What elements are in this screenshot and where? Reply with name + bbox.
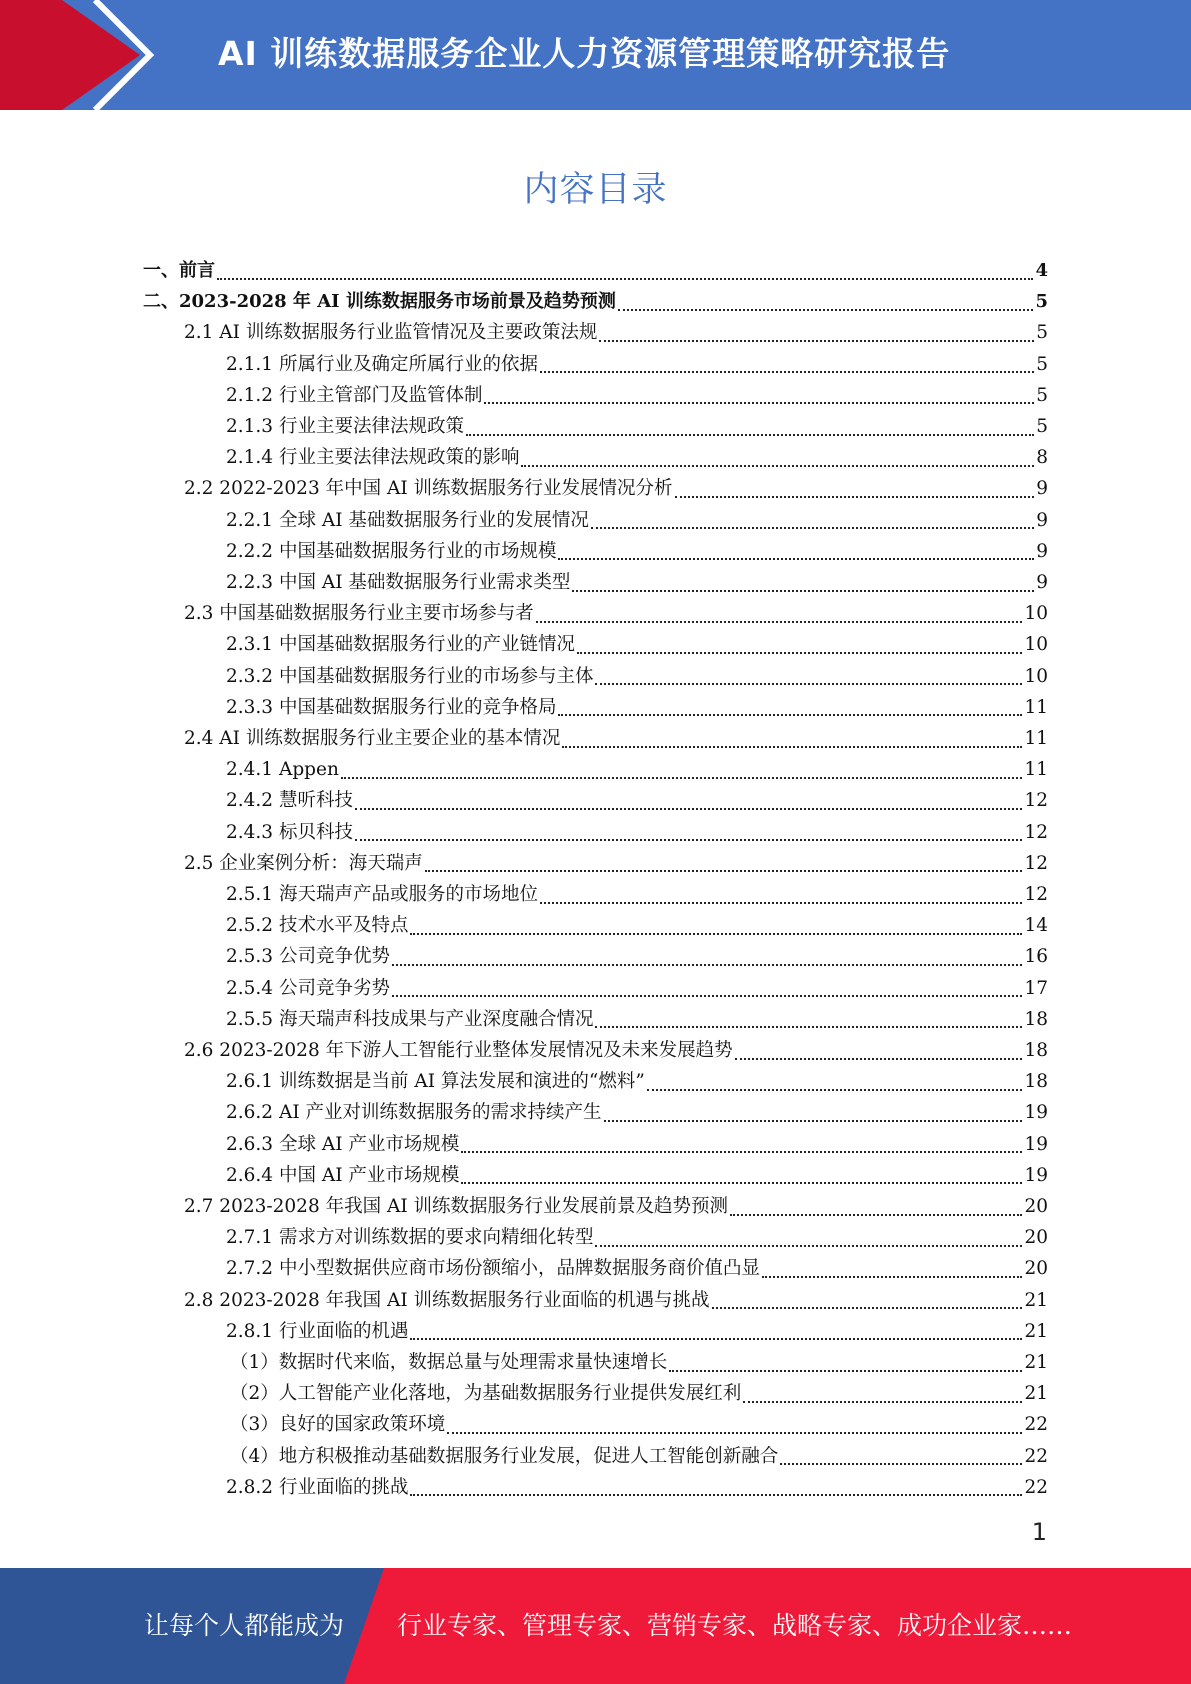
page-number: 1 [1031, 1518, 1047, 1546]
toc-leader-dots [540, 902, 1022, 904]
toc-entry-label: 一、前言 [143, 260, 215, 281]
toc-entry[interactable] [226, 817, 1048, 848]
toc-entry[interactable] [226, 1472, 1048, 1503]
toc-entry-page: 11 [1024, 696, 1048, 718]
toc-leader-dots [484, 402, 1034, 404]
toc-entry[interactable] [226, 879, 1048, 910]
toc-leader-dots [577, 652, 1022, 654]
toc-entry[interactable] [226, 1160, 1048, 1191]
toc-entry-label: 二、2023-2028 年 AI 训练数据服务市场前景及趋势预测 [143, 291, 616, 313]
toc-entry-page: 12 [1024, 790, 1048, 812]
toc-entry-label: 2.8.1 行业面临的机遇 [226, 1320, 409, 1342]
toc-entry-label: 2.2.1 全球 AI 基础数据服务行业的发展情况 [226, 509, 589, 531]
toc-entry[interactable] [184, 723, 1048, 754]
toc-entry-label: （4）地方积极推动基础数据服务行业发展，促进人工智能创新融合 [230, 1445, 779, 1467]
toc-entry-page: 11 [1024, 728, 1048, 749]
toc-leader-dots [392, 995, 1022, 997]
toc-entry[interactable] [226, 692, 1048, 723]
toc-leader-dots [410, 1494, 1022, 1496]
toc-leader-dots [410, 1338, 1022, 1340]
toc-entry-label: 2.6 2023-2028 年下游人工智能行业整体发展情况及未来发展趋势 [184, 1040, 733, 1061]
toc-entry[interactable] [226, 1066, 1048, 1097]
toc-entry-page: 21 [1024, 1352, 1048, 1373]
toc-entry-page: 19 [1024, 1102, 1048, 1124]
toc-leader-dots [355, 808, 1023, 810]
toc-entry-label: 2.4.2 慧听科技 [226, 790, 353, 812]
toc-entry[interactable] [230, 1378, 1048, 1409]
toc-entry-label: 2.4.3 标贝科技 [226, 821, 353, 843]
toc-entry[interactable] [184, 598, 1048, 629]
toc-entry[interactable] [226, 505, 1048, 536]
toc-entry-label: 2.1.2 行业主管部门及监管体制 [226, 384, 483, 406]
toc-leader-dots [341, 777, 1023, 779]
toc-leader-dots [558, 714, 1022, 716]
toc-leader-dots [647, 1089, 1023, 1091]
toc-entry-page: 16 [1024, 946, 1048, 968]
toc-entry-label: 2.5.1 海天瑞声产品或服务的市场地位 [226, 884, 538, 905]
toc-entry-label: 2.1 AI 训练数据服务行业监管情况及主要政策法规 [184, 322, 598, 344]
toc-entry-page: 10 [1024, 665, 1048, 687]
toc-entry-label: （2）人工智能产业化落地，为基础数据服务行业提供发展红利 [230, 1383, 742, 1405]
toc-leader-dots [743, 1401, 1022, 1403]
toc-entry[interactable] [226, 785, 1048, 816]
toc-entry-label: 2.3 中国基础数据服务行业主要市场参与者 [184, 603, 534, 625]
toc-entry-page: 20 [1024, 1227, 1048, 1249]
toc-entry-label: 2.8 2023-2028 年我国 AI 训练数据服务行业面临的机遇与挑战 [184, 1289, 710, 1311]
toc-entry-page: 20 [1024, 1196, 1048, 1217]
toc-entry[interactable] [226, 973, 1048, 1004]
toc-entry[interactable] [230, 1409, 1048, 1440]
toc-leader-dots [604, 1120, 1023, 1122]
toc-entry[interactable] [226, 349, 1048, 380]
toc-leader-dots [669, 1370, 1022, 1372]
toc-entry-label: 2.7 2023-2028 年我国 AI 训练数据服务行业发展前景及趋势预测 [184, 1196, 729, 1217]
toc-entry[interactable] [184, 1035, 1048, 1066]
toc-entry-page: 12 [1024, 884, 1048, 905]
toc-entry-label: 2.1.1 所属行业及确定所属行业的依据 [226, 353, 538, 375]
toc-leader-dots [762, 1276, 1022, 1278]
toc-leader-dots [461, 1182, 1022, 1184]
toc-entry-page: 9 [1036, 478, 1048, 500]
toc-entry-page: 4 [1035, 260, 1048, 281]
toc-entry-page: 11 [1024, 759, 1048, 781]
toc-entry-page: 20 [1024, 1258, 1048, 1280]
toc-leader-dots [572, 590, 1034, 592]
toc-entry-page: 5 [1036, 322, 1048, 344]
toc-entry-page: 14 [1024, 915, 1048, 937]
toc-entry-page: 21 [1024, 1320, 1048, 1342]
toc-entry-label: 2.1.4 行业主要法律法规政策的影响 [226, 447, 520, 469]
toc-entry-page: 9 [1036, 540, 1048, 562]
toc-entry[interactable] [226, 754, 1048, 785]
toc-entry-page: 9 [1036, 572, 1048, 593]
toc-leader-dots [675, 496, 1035, 498]
toc-entry-page: 8 [1036, 447, 1048, 469]
toc-leader-dots [712, 1307, 1023, 1309]
toc-heading: 内容目录 [523, 170, 668, 210]
toc-leader-dots [521, 465, 1034, 467]
footer-slogan-right: 行业专家、管理专家、营销专家、战略专家、成功企业家…… [397, 1611, 1073, 1640]
toc-leader-dots [461, 1151, 1022, 1153]
toc-entry[interactable] [230, 1347, 1048, 1378]
toc-entry-label: 2.5.5 海天瑞声科技成果与产业深度融合情况 [226, 1008, 594, 1030]
toc-entry-label: 2.2 2022-2023 年中国 AI 训练数据服务行业发展情况分析 [184, 478, 673, 500]
toc-entry[interactable] [226, 411, 1048, 442]
toc-entry[interactable] [226, 1222, 1048, 1253]
toc-entry-label: 2.7.1 需求方对训练数据的要求向精细化转型 [226, 1227, 594, 1249]
toc-entry-label: 2.1.3 行业主要法律法规政策 [226, 416, 464, 437]
toc-entry-label: 2.2.2 中国基础数据服务行业的市场规模 [226, 540, 557, 562]
toc-entry-label: 2.7.2 中小型数据供应商市场份额缩小，品牌数据服务商价值凸显 [226, 1258, 760, 1280]
toc-entry[interactable] [226, 1097, 1048, 1128]
toc-entry-label: （3）良好的国家政策环境 [230, 1414, 446, 1436]
toc-entry[interactable] [226, 1004, 1048, 1035]
toc-leader-dots [540, 371, 1034, 373]
toc-leader-dots [780, 1463, 1022, 1465]
toc-entry[interactable] [143, 255, 1048, 286]
toc-entry-page: 10 [1024, 634, 1048, 656]
toc-entry-page: 12 [1024, 852, 1048, 874]
toc-leader-dots [355, 839, 1023, 841]
toc-entry-page: 21 [1024, 1289, 1048, 1311]
toc-leader-dots [562, 746, 1022, 748]
toc-leader-dots [730, 1214, 1022, 1216]
toc-entry[interactable] [226, 536, 1048, 567]
footer-slogan-left: 让每个人都能成为 [144, 1611, 345, 1640]
toc-leader-dots [392, 964, 1022, 966]
toc-entry[interactable] [230, 1441, 1048, 1472]
toc-entry-label: 2.6.4 中国 AI 产业市场规模 [226, 1164, 460, 1186]
toc-leader-dots [618, 309, 1034, 311]
toc-entry-page: 10 [1024, 603, 1048, 625]
toc-entry[interactable] [226, 629, 1048, 660]
toc-entry-page: 9 [1036, 509, 1048, 531]
toc-entry-page: 22 [1024, 1414, 1048, 1436]
footer-banner [0, 1568, 1191, 1684]
toc-entry-label: 2.2.3 中国 AI 基础数据服务行业需求类型 [226, 572, 571, 593]
toc-leader-dots [595, 1026, 1022, 1028]
toc-entry-page: 17 [1024, 977, 1048, 999]
toc-leader-dots [217, 278, 1033, 280]
toc-leader-dots [595, 683, 1022, 685]
toc-entry[interactable] [184, 1285, 1048, 1316]
toc-leader-dots [599, 340, 1034, 342]
toc-entry-page: 19 [1024, 1133, 1048, 1155]
toc-entry-label: 2.5.3 公司竞争优势 [226, 946, 390, 968]
toc-entry[interactable] [226, 1129, 1048, 1160]
toc-entry-label: 2.3.2 中国基础数据服务行业的市场参与主体 [226, 665, 594, 687]
toc-entry-page: 22 [1024, 1445, 1048, 1467]
toc-entry-page: 21 [1024, 1383, 1048, 1405]
toc-entry-label: 2.4.1 Appen [226, 759, 339, 781]
toc-entry-page: 5 [1036, 384, 1048, 406]
toc-leader-dots [447, 1432, 1022, 1434]
toc-entry-page: 18 [1024, 1008, 1048, 1030]
toc-entry-page: 5 [1036, 416, 1048, 437]
toc-entry[interactable] [184, 1191, 1048, 1222]
toc-entry[interactable] [226, 910, 1048, 941]
toc-leader-dots [591, 527, 1034, 529]
toc-leader-dots [466, 434, 1034, 436]
toc-entry[interactable] [226, 941, 1048, 972]
toc-entry[interactable] [226, 380, 1048, 411]
toc-entry[interactable] [143, 286, 1048, 317]
toc-entry-label: 2.6.2 AI 产业对训练数据服务的需求持续产生 [226, 1102, 602, 1124]
toc-entry[interactable] [184, 848, 1048, 879]
toc-entry-page: 5 [1035, 291, 1048, 313]
toc-leader-dots [536, 621, 1023, 623]
toc-entry-label: 2.5.2 技术水平及特点 [226, 915, 409, 937]
toc-entry-label: 2.5 企业案例分析：海天瑞声 [184, 852, 423, 874]
toc-entry[interactable] [226, 661, 1048, 692]
report-title: AI 训练数据服务企业人力资源管理策略研究报告 [218, 34, 951, 73]
toc-entry[interactable] [226, 1316, 1048, 1347]
toc-entry-page: 19 [1024, 1164, 1048, 1186]
toc-entry-label: 2.3.1 中国基础数据服务行业的产业链情况 [226, 634, 575, 656]
toc-entry-page: 18 [1024, 1040, 1048, 1061]
toc-leader-dots [735, 1058, 1023, 1060]
toc-entry[interactable] [226, 1253, 1048, 1284]
toc-leader-dots [595, 1245, 1022, 1247]
toc-entry-page: 5 [1036, 353, 1048, 375]
toc-leader-dots [558, 558, 1034, 560]
toc-entry[interactable] [184, 473, 1048, 504]
toc-entry-page: 18 [1024, 1071, 1048, 1093]
toc-entry-label: （1）数据时代来临，数据总量与处理需求量快速增长 [230, 1352, 668, 1373]
toc-entry-label: 2.6.3 全球 AI 产业市场规模 [226, 1133, 460, 1155]
header-banner [0, 0, 1191, 110]
toc-entry-page: 12 [1024, 821, 1048, 843]
toc-leader-dots [410, 933, 1022, 935]
toc-entry-page: 22 [1024, 1476, 1048, 1498]
toc-entry-label: 2.6.1 训练数据是当前 AI 算法发展和演进的“燃料” [226, 1071, 645, 1093]
toc-entry[interactable] [184, 317, 1048, 348]
toc-entry-label: 2.5.4 公司竞争劣势 [226, 977, 390, 999]
toc-entry[interactable] [226, 567, 1048, 598]
toc-leader-dots [425, 870, 1023, 872]
toc-entry[interactable] [226, 442, 1048, 473]
toc-entry-label: 2.8.2 行业面临的挑战 [226, 1476, 409, 1498]
toc-entry-label: 2.3.3 中国基础数据服务行业的竞争格局 [226, 696, 557, 718]
toc-entry-label: 2.4 AI 训练数据服务行业主要企业的基本情况 [184, 728, 561, 749]
